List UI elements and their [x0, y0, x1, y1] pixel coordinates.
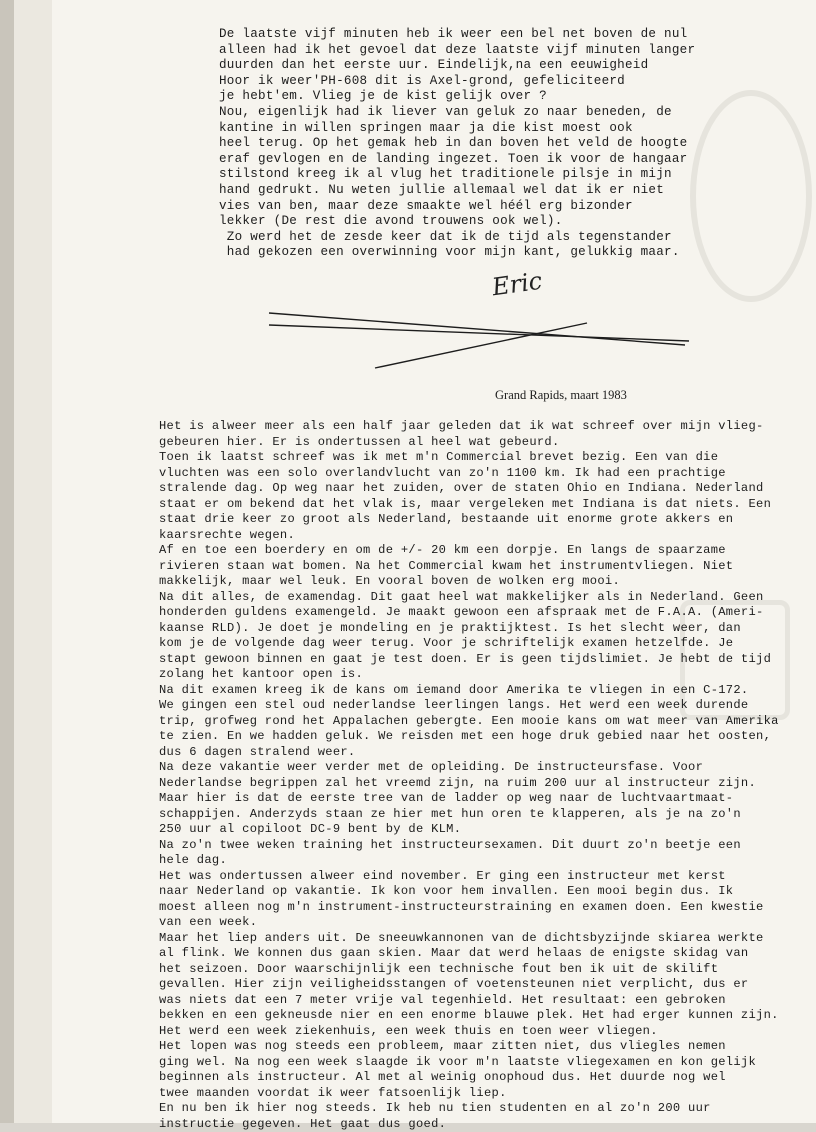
text-line: Maar het liep anders uit. De sneeuwkannonen van de dichtsbyzijnde skiarea werkte: [159, 931, 779, 947]
text-line: stralende dag. Op weg naar het zuiden, over de staten Ohio en Indiana. Nederland: [159, 481, 779, 497]
text-line: Na dit alles, de examendag. Dit gaat heel wat makkelijker als in Nederland. Geen: [159, 590, 779, 606]
text-line: alleen had ik het gevoel dat deze laatste vijf minuten langer: [219, 43, 695, 59]
text-line: Na zo'n twee weken training het instructeursexamen. Dit duurt zo'n beetje een: [159, 838, 779, 854]
text-line: stapt gewoon binnen en gaat je test doen. Er is geen tijdslimiet. Je hebt de tijd: [159, 652, 779, 668]
text-line: Na deze vakantie weer verder met de opleiding. De instructeursfase. Voor: [159, 760, 779, 776]
text-line: vluchten was een solo overlandvlucht van zo'n 1100 km. Ik had een prachtige: [159, 466, 779, 482]
text-line: kaarsrechte wegen.: [159, 528, 779, 544]
previous-page-edge: [14, 0, 52, 1123]
text-line: instructie gegeven. Het gaat dus goed.: [159, 1117, 779, 1132]
text-line: Het was ondertussen alweer eind november. Er ging een instructeur met kerst: [159, 869, 779, 885]
text-line: En nu ben ik hier nog steeds. Ik heb nu tien studenten en al zo'n 200 uur: [159, 1101, 779, 1117]
text-line: gebeuren hier. Er is ondertussen al heel wat gebeurd.: [159, 435, 779, 451]
text-line: kaanse RLD). Je doet je mondeling en je praktijktest. Is het slecht weer, dan: [159, 621, 779, 637]
text-line: stilstond kreeg ik al vlug het traditionele pilsje in mijn: [219, 167, 695, 183]
text-line: Het is alweer meer als een half jaar geleden dat ik wat schreef over mijn vlieg-: [159, 419, 779, 435]
text-line: hand gedrukt. Nu weten jullie allemaal wel dat ik er niet: [219, 183, 695, 199]
text-line: Maar hier is dat de eerste tree van de ladder op weg naar de luchtvaartmaat-: [159, 791, 779, 807]
text-line: had gekozen een overwinning voor mijn kant, gelukkig maar.: [219, 245, 695, 261]
text-line: Toen ik laatst schreef was ik met m'n Commercial brevet bezig. Een van die: [159, 450, 779, 466]
text-line: duurden dan het eerste uur. Eindelijk,na een eeuwigheid: [219, 58, 695, 74]
text-line: zolang het kantoor open is.: [159, 667, 779, 683]
letter-body: [219, 27, 695, 261]
text-line: eraf gevlogen en de landing ingezet. Toen ik voor de hangaar: [219, 152, 695, 168]
text-line: was niets dat een 7 meter vrije val tegenhield. Het resultaat: een gebroken: [159, 993, 779, 1009]
text-line: Hoor ik weer'PH-608 dit is Axel-grond, gefeliciteerd: [219, 74, 695, 90]
text-line: vies van ben, maar deze smaakte wel héél erg bizonder: [219, 199, 695, 215]
text-line: beginnen als instructeur. Al met al weinig onophoud dus. Het duurde nog wel: [159, 1070, 779, 1086]
text-line: naar Nederland op vakantie. Ik kon voor hem invallen. Een mooi begin dus. Ik: [159, 884, 779, 900]
text-line: ging wel. Na nog een week slaagde ik voor m'n laatste vliegexamen en kon gelijk: [159, 1055, 779, 1071]
text-line: te zien. En we hadden geluk. We reisden met een hoge druk gebied naar het oosten,: [159, 729, 779, 745]
text-line: twee maanden voordat ik weer fatsoenlijk liep.: [159, 1086, 779, 1102]
text-line: Het lopen was nog steeds een probleem, maar zitten niet, dus vliegles nemen: [159, 1039, 779, 1055]
text-line: makkelijk, maar wel leuk. En vooral boven de wolken erg mooi.: [159, 574, 779, 590]
text-line: moest alleen nog m'n instrument-instructeurstraining en examen doen. Een kwestie: [159, 900, 779, 916]
text-line: schappijen. Anderzyds staan ze hier met hun oren te klapperen, als je na zo'n: [159, 807, 779, 823]
text-line: staat er om bekend dat het vlak is, maar vergeleken met Indiana is dat niets. Een: [159, 497, 779, 513]
handwritten-signature: Eric: [490, 267, 544, 302]
article-body: [159, 419, 779, 1132]
text-line: rivieren staan wat bomen. Na het Commercial kwam het instrumentvliegen. Niet: [159, 559, 779, 575]
text-line: bekken en een gekneusde nier en een enorme blauwe plek. Het had erger kunnen zijn.: [159, 1008, 779, 1024]
text-line: trip, grofweg rond het Appalachen gebergte. Een mooie kans om wat meer van Amerika: [159, 714, 779, 730]
text-line: van een week.: [159, 915, 779, 931]
dateline: Grand Rapids, maart 1983: [495, 388, 627, 403]
text-line: Nederlandse begrippen zal het vreemd zijn, na ruim 200 uur al instructeur zijn.: [159, 776, 779, 792]
section-divider-cross: [265, 305, 695, 375]
text-line: honderden guldens examengeld. Je maakt gewoon een afspraak met de F.A.A. (Ameri-: [159, 605, 779, 621]
text-line: kantine in willen springen maar ja die kist moest ook: [219, 121, 695, 137]
text-line: het seizoen. Door waarschijnlijk een technische fout ben ik uit de skilift: [159, 962, 779, 978]
text-line: je hebt'em. Vlieg je de kist gelijk over ?: [219, 89, 695, 105]
text-line: staat drie keer zo groot als Nederland, bestaande uit enorme grote akkers en: [159, 512, 779, 528]
text-line: lekker (De rest die avond trouwens ook wel).: [219, 214, 695, 230]
text-line: heel terug. Op het gemak heb in dan boven het veld de hoogte: [219, 136, 695, 152]
text-line: Af en toe een boerdery en om de +/- 20 km een dorpje. En langs de spaarzame: [159, 543, 779, 559]
text-line: De laatste vijf minuten heb ik weer een bel net boven de nul: [219, 27, 695, 43]
text-line: Het werd een week ziekenhuis, een week thuis en toen weer vliegen.: [159, 1024, 779, 1040]
text-line: al flink. We konnen dus gaan skien. Maar dat werd helaas de enigste skidag van: [159, 946, 779, 962]
show-through-circle: [690, 90, 812, 302]
text-line: hele dag.: [159, 853, 779, 869]
text-line: kom je de volgende dag weer terug. Voor je schriftelijk examen hetzelfde. Je: [159, 636, 779, 652]
text-line: gevallen. Hier zijn veiligheidsstangen of voetensteunen niet verplicht, dus er: [159, 977, 779, 993]
text-line: dus 6 dagen stralend weer.: [159, 745, 779, 761]
text-line: 250 uur al copiloot DC-9 bent by de KLM.: [159, 822, 779, 838]
binding-edge: [0, 0, 15, 1123]
text-line: We gingen een stel oud nederlandse leerlingen langs. Het werd een week durende: [159, 698, 779, 714]
text-line: Na dit examen kreeg ik de kans om iemand door Amerika te vliegen in een C-172.: [159, 683, 779, 699]
text-line: Nou, eigenlijk had ik liever van geluk zo naar beneden, de: [219, 105, 695, 121]
text-line: Zo werd het de zesde keer dat ik de tijd als tegenstander: [219, 230, 695, 246]
